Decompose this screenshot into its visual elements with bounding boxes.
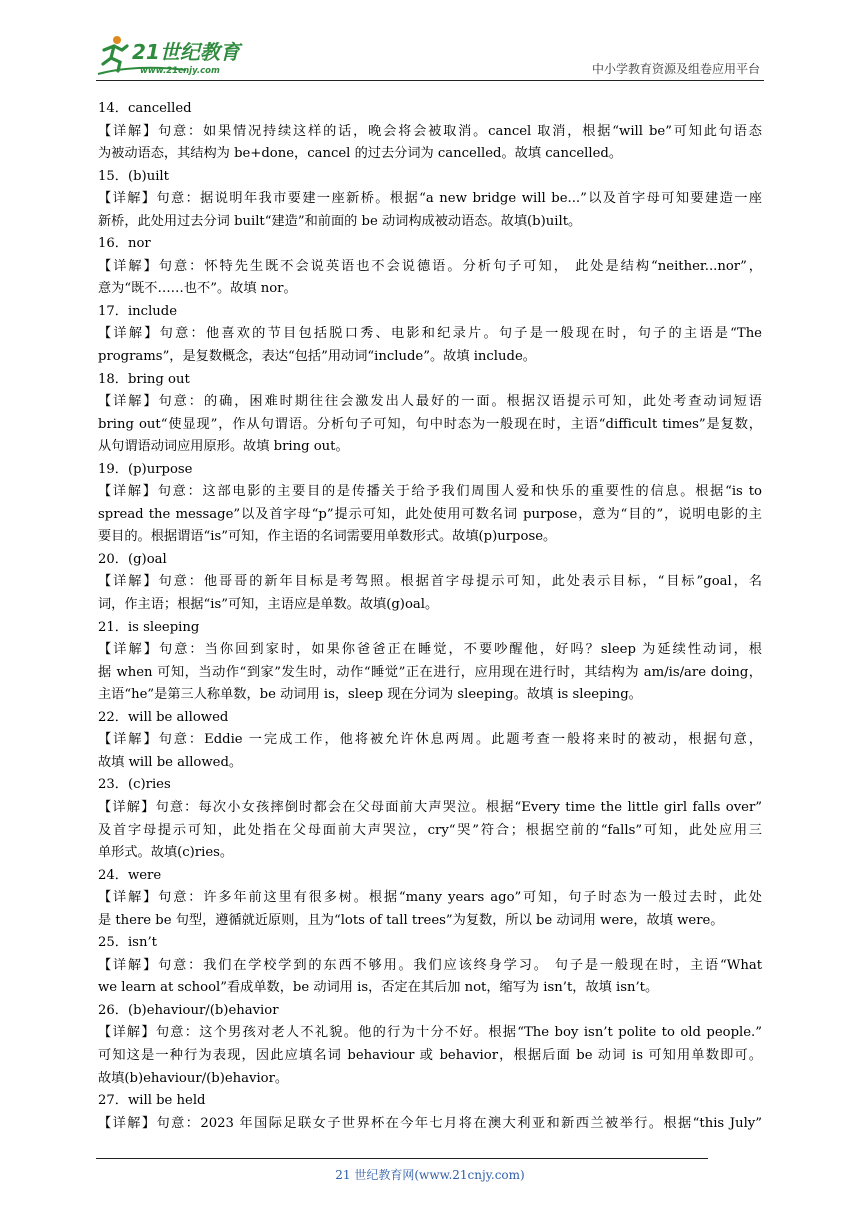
- text-line: 18．bring out: [98, 371, 190, 387]
- text-line: 22．will be allowed: [98, 709, 229, 725]
- text-line: 单形式。故填(c)ries。: [98, 845, 234, 861]
- text-line: 【详解】句意：怀特先生既不会说英语也不会说德语。分析句子可知， 此处是结构“neither...nor”，: [98, 258, 762, 274]
- text-line: 21．is sleeping: [98, 619, 200, 635]
- text-line: 要目的。根据谓语“is”可知，作主语的名词需要用单数形式。故填(p)urpose。: [98, 529, 557, 545]
- page-footer: 21 世纪教育网(www.21cnjy.com): [335, 1168, 525, 1182]
- text-line: 23．(c)ries: [98, 777, 171, 793]
- logo-21cnjy: [96, 34, 266, 78]
- text-line: 故填 will be allowed。: [98, 754, 243, 770]
- text-line: 24．were: [98, 867, 162, 883]
- text-line: 意为“既不……也不”。故填 nor。: [98, 281, 297, 297]
- platform-name: 中小学教育资源及组卷应用平台: [591, 62, 760, 76]
- text-line: 【详解】句意：当你回到家时，如果你爸爸正在睡觉，不要吵醒他，好吗？sleep 为延续性动词，根: [98, 642, 762, 658]
- text-line: 及首字母提示可知，此处指在父母面前大声哭泣，cry“哭”符合；根据空前的“falls”可知，此处应用三: [98, 822, 762, 838]
- text-line: 是 there be 句型，遵循就近原则，且为“lots of tall trees”为复数，所以 be 动词用 were，故填 were。: [98, 912, 724, 928]
- text-line: 主语“he”是第三人称单数，be 动词用 is，sleep 现在分词为 sleeping。故填 is sleeping。: [98, 687, 642, 703]
- text-line: 故填(b)ehaviour/(b)ehavior。: [98, 1070, 289, 1086]
- text-line: 可知这是一种行为表现，因此应填名词 behaviour 或 behavior，根据后面 be 动词 is 可知用单数即可。: [98, 1047, 762, 1063]
- text-line: 【详解】句意：如果情况持续这样的话，晚会将会被取消。cancel 取消，根据“will be”可知此句语态: [98, 123, 762, 139]
- header-divider: [96, 80, 764, 81]
- text-line: spread the message”以及首字母“p”提示可知，此处使用可数名词 purpose，意为“目的”，说明电影的主: [98, 506, 762, 522]
- text-line: 【详解】句意：这部电影的主要目的是传播关于给予我们周围人爱和快乐的重要性的信息。根据“is to: [98, 484, 762, 500]
- text-line: 15．(b)uilt: [98, 168, 169, 184]
- text-line: 25．isn’t: [98, 935, 157, 951]
- text-line: 17．include: [98, 303, 178, 319]
- text-line: 20．(g)oal: [98, 551, 167, 567]
- text-line: programs”，是复数概念，表达“包括”用动词“include”。故填 include。: [98, 349, 536, 365]
- text-line: 词，作主语；根据“is”可知，主语应是单数。故填(g)oal。: [98, 597, 439, 613]
- text-line: 16．nor: [98, 236, 151, 252]
- text-line: 【详解】句意：我们在学校学到的东西不够用。我们应该终身学习。 句子是一般现在时，主语“What: [98, 957, 762, 973]
- text-line: 14．cancelled: [98, 101, 192, 116]
- text-line: 【详解】句意：据说明年我市要建一座新桥。根据“a new bridge will be...”以及首字母可知要建造一座: [98, 191, 762, 207]
- text-line: 据 when 可知，当动作“到家”发生时，动作“睡觉”正在进行，应用现在进行时，其结构为 am/is/are doing，: [98, 664, 762, 680]
- text-line: 26．(b)ehaviour/(b)ehavior: [98, 1002, 279, 1018]
- svg-text:www.21cnjy.com: www.21cnjy.com: [140, 66, 220, 76]
- svg-text:21世纪教育: 21世纪教育: [132, 40, 240, 64]
- text-line: 为被动语态，其结构为 be+done，cancel 的过去分词为 cancelled。故填 cancelled。: [98, 146, 623, 162]
- text-line: 19．(p)urpose: [98, 461, 193, 477]
- text-line: 【详解】句意：2023 年国际足联女子世界杯在今年七月将在澳大利亚和新西兰被举行。根据“this July”: [98, 1115, 762, 1131]
- text-line: bring out“使显现”，作从句谓语。分析句子可知，句中时态为一般现在时，主语“difficult times”是复数，: [98, 416, 762, 432]
- text-line: 【详解】句意：他哥哥的新年目标是考驾照。根据首字母提示可知，此处表示目标，“目标”goal，名: [98, 574, 762, 590]
- text-line: 【详解】句意：这个男孩对老人不礼貌。他的行为十分不好。根据“The boy isn’t polite to old people.”: [98, 1025, 762, 1041]
- text-line: 新桥，此处用过去分词 built“建造”和前面的 be 动词构成被动语态。故填(b)uilt。: [98, 213, 582, 229]
- text-line: 【详解】句意：的确，困难时期往往会激发出人最好的一面。根据汉语提示可知，此处考查动词短语: [98, 394, 762, 410]
- text-line: we learn at school”看成单数，be 动词用 is，否定在其后加 not，缩写为 isn’t，故填 isn’t。: [98, 980, 659, 996]
- text-line: 【详解】句意：每次小女孩摔倒时都会在父母面前大声哭泣。根据“Every time the little girl falls over”: [98, 799, 762, 815]
- text-line: 【详解】句意：Eddie 一完成工作，他将被允许休息两周。此题考查一般将来时的被动，根据句意，: [98, 732, 762, 748]
- text-line: 从句谓语动词应用原形。故填 bring out。: [98, 439, 349, 455]
- text-line: 【详解】句意：他喜欢的节目包括脱口秀、电影和纪录片。句子是一般现在时，句子的主语是“The: [98, 326, 762, 342]
- text-line: 27．will be held: [98, 1093, 206, 1109]
- page-header: [96, 34, 764, 82]
- answer-explanations: [98, 98, 762, 1135]
- text-line: 【详解】句意：许多年前这里有很多树。根据“many years ago”可知，句子时态为一般过去时，此处: [98, 890, 762, 906]
- footer-divider: [96, 1158, 708, 1159]
